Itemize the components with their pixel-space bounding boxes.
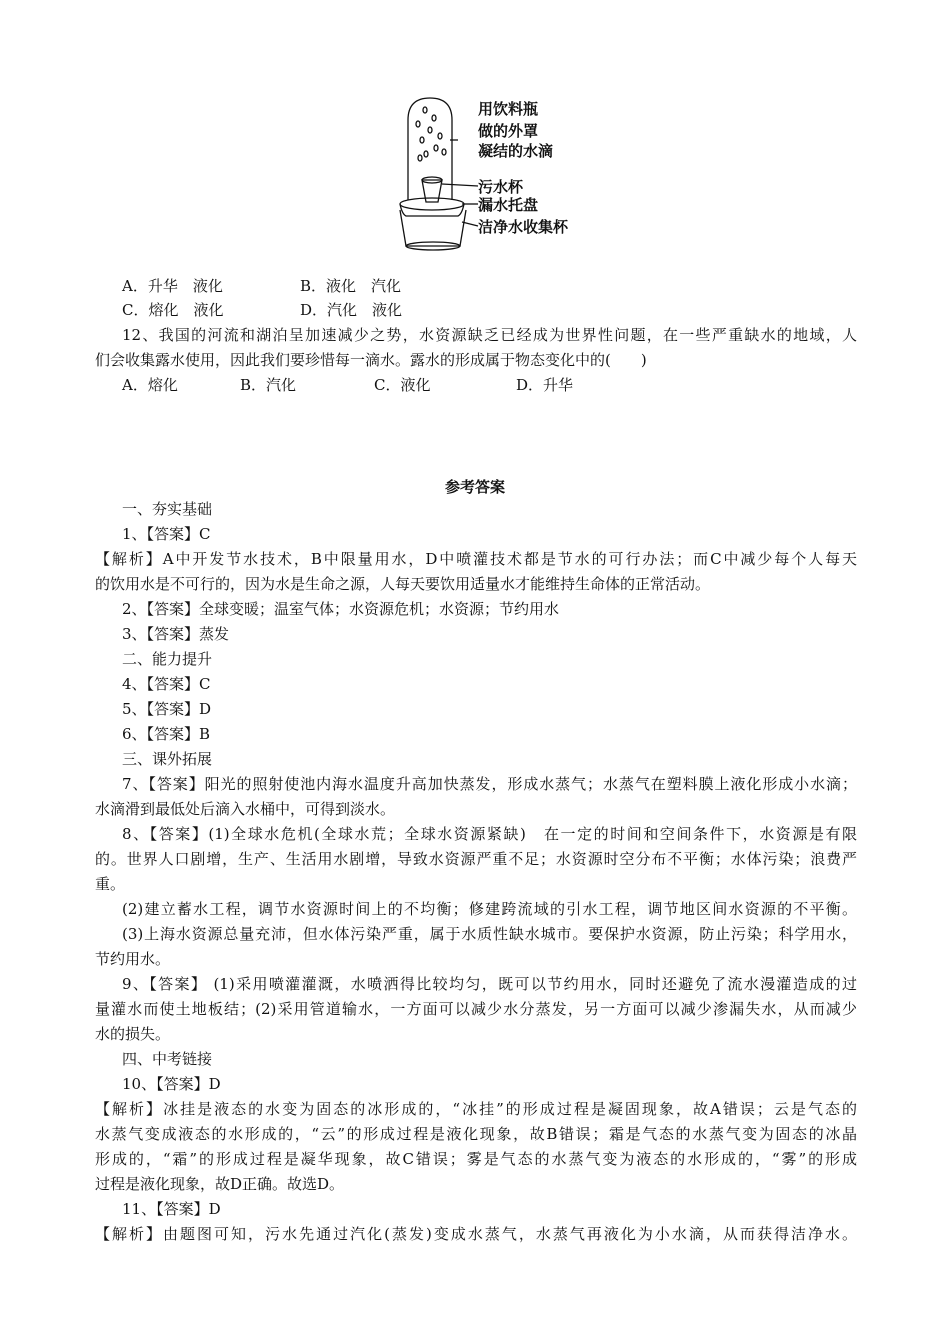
- q12-option-c: C．液化: [374, 376, 431, 394]
- label-bottle-cover-line2: 做的外罩: [478, 122, 539, 140]
- answer-10-explanation-line4: 过程是液化现象，故D正确。故选D。: [95, 1175, 345, 1193]
- answer-1-explanation-line1: 【解析】A中开发节水技术，B中限量用水，D中喷灌技术都是节水的可行办法；而C中减少每个人每天: [95, 550, 857, 568]
- answer-8-line3: 重。: [95, 875, 126, 893]
- answer-9-line2: 量灌水而使土地板结；(2)采用管道输水，一方面可以减少水分蒸发，另一方面可以减少渗漏失水，从而减少: [95, 1000, 857, 1018]
- answer-8-line2: 的。世界人口剧增，生产、生活用水剧增，导致水资源严重不足；水资源时空分布不平衡；水体污染；浪费严: [95, 850, 857, 868]
- answer-6: 6、【答案】B: [122, 725, 211, 743]
- section-heading-4: 四、中考链接: [122, 1050, 213, 1068]
- answer-9-line1: 9、【答案】 (1)采用喷灌灌溉，水喷洒得比较均匀，既可以节约用水，同时还避免了流水漫灌造成的过: [122, 975, 857, 993]
- answer-4: 4、【答案】C: [122, 675, 211, 693]
- answer-1: 1、【答案】C: [122, 525, 211, 543]
- answer-2: 2、【答案】全球变暖；温室气体；水资源危机；水资源；节约用水: [122, 600, 560, 618]
- answer-10: 10、【答案】D: [122, 1075, 221, 1093]
- label-bottle-cover-line1: 用饮料瓶: [478, 100, 539, 118]
- answer-8-line1: 8、【答案】(1)全球水危机(全球水荒；全球水资源紧缺) 在一定的时间和空间条件下，水资源是有限: [122, 825, 857, 843]
- section-heading-2: 二、能力提升: [122, 650, 213, 668]
- label-clean-water-cup: 洁净水收集杯: [478, 218, 569, 236]
- answer-7-line1: 7、【答案】阳光的照射使池内海水温度升高加快蒸发，形成水蒸气；水蒸气在塑料膜上液化形成小水滴；: [122, 775, 857, 793]
- answer-1-explanation-line2: 的饮用水是不可行的，因为水是生命之源，人每天要饮用适量水才能维持生命体的正常活动。: [95, 575, 711, 593]
- answer-3: 3、【答案】蒸发: [122, 625, 230, 643]
- answer-8-line5: (3)上海水资源总量充沛，但水体污染严重，属于水质性缺水城市。要保护水资源，防止污染；科学用水，: [122, 925, 857, 943]
- answer-10-explanation-line3: 形成的，“霜”的形成过程是凝华现象，故C错误；雾是气态的水蒸气变为液态的水形成的，“雾”的形成: [95, 1150, 857, 1168]
- label-dirty-water-cup: 污水杯: [478, 178, 524, 196]
- label-condensed-drops: 凝结的水滴: [478, 142, 554, 160]
- section-heading-3: 三、课外拓展: [122, 750, 213, 768]
- q11-option-b: B．液化 汽化: [300, 277, 402, 295]
- q11-option-d: D．汽化 液化: [300, 301, 403, 319]
- q11-option-a: A．升华 液化: [122, 277, 223, 295]
- answer-10-explanation-line2: 水蒸气变成液态的水形成的，“云”的形成过程是液化现象，故B错误；霜是气态的水蒸气变为固态的冰晶: [95, 1125, 857, 1143]
- answer-10-explanation-line1: 【解析】冰挂是液态的水变为固态的冰形成的，“冰挂”的形成过程是凝固现象，故A错误；云是气态的: [95, 1100, 857, 1118]
- answer-9-line3: 水的损失。: [95, 1025, 171, 1043]
- answers-title: 参考答案: [444, 478, 505, 496]
- answer-11-explanation-line1: 【解析】由题图可知，污水先通过汽化(蒸发)变成水蒸气，水蒸气再液化为小水滴，从而获得洁净水。: [95, 1225, 857, 1243]
- answer-7-line2: 水滴滑到最低处后滴入水桶中，可得到淡水。: [95, 800, 396, 818]
- q12-option-a: A．熔化: [122, 376, 178, 394]
- answer-8-line6: 节约用水。: [95, 950, 171, 968]
- q12-stem-line1: 12、我国的河流和湖泊呈加速减少之势，水资源缺乏已经成为世界性问题，在一些严重缺水的地域，人: [122, 326, 857, 344]
- q12-stem-line2: 们会收集露水使用，因此我们要珍惜每一滴水。露水的形成属于物态变化中的( ): [95, 351, 647, 369]
- answer-8-line4: (2)建立蓄水工程，调节水资源时间上的不均衡；修建跨流域的引水工程，调节地区间水资源的不平衡。: [122, 900, 857, 918]
- q11-option-c: C．熔化 液化: [122, 301, 224, 319]
- label-leaking-tray: 漏水托盘: [478, 196, 539, 214]
- q12-option-d: D．升华: [516, 376, 574, 394]
- condensation-apparatus-figure: [392, 96, 592, 252]
- q12-option-b: B．汽化: [240, 376, 297, 394]
- section-heading-1: 一、夯实基础: [122, 500, 213, 518]
- answer-11: 11、【答案】D: [122, 1200, 221, 1218]
- answer-5: 5、【答案】D: [122, 700, 212, 718]
